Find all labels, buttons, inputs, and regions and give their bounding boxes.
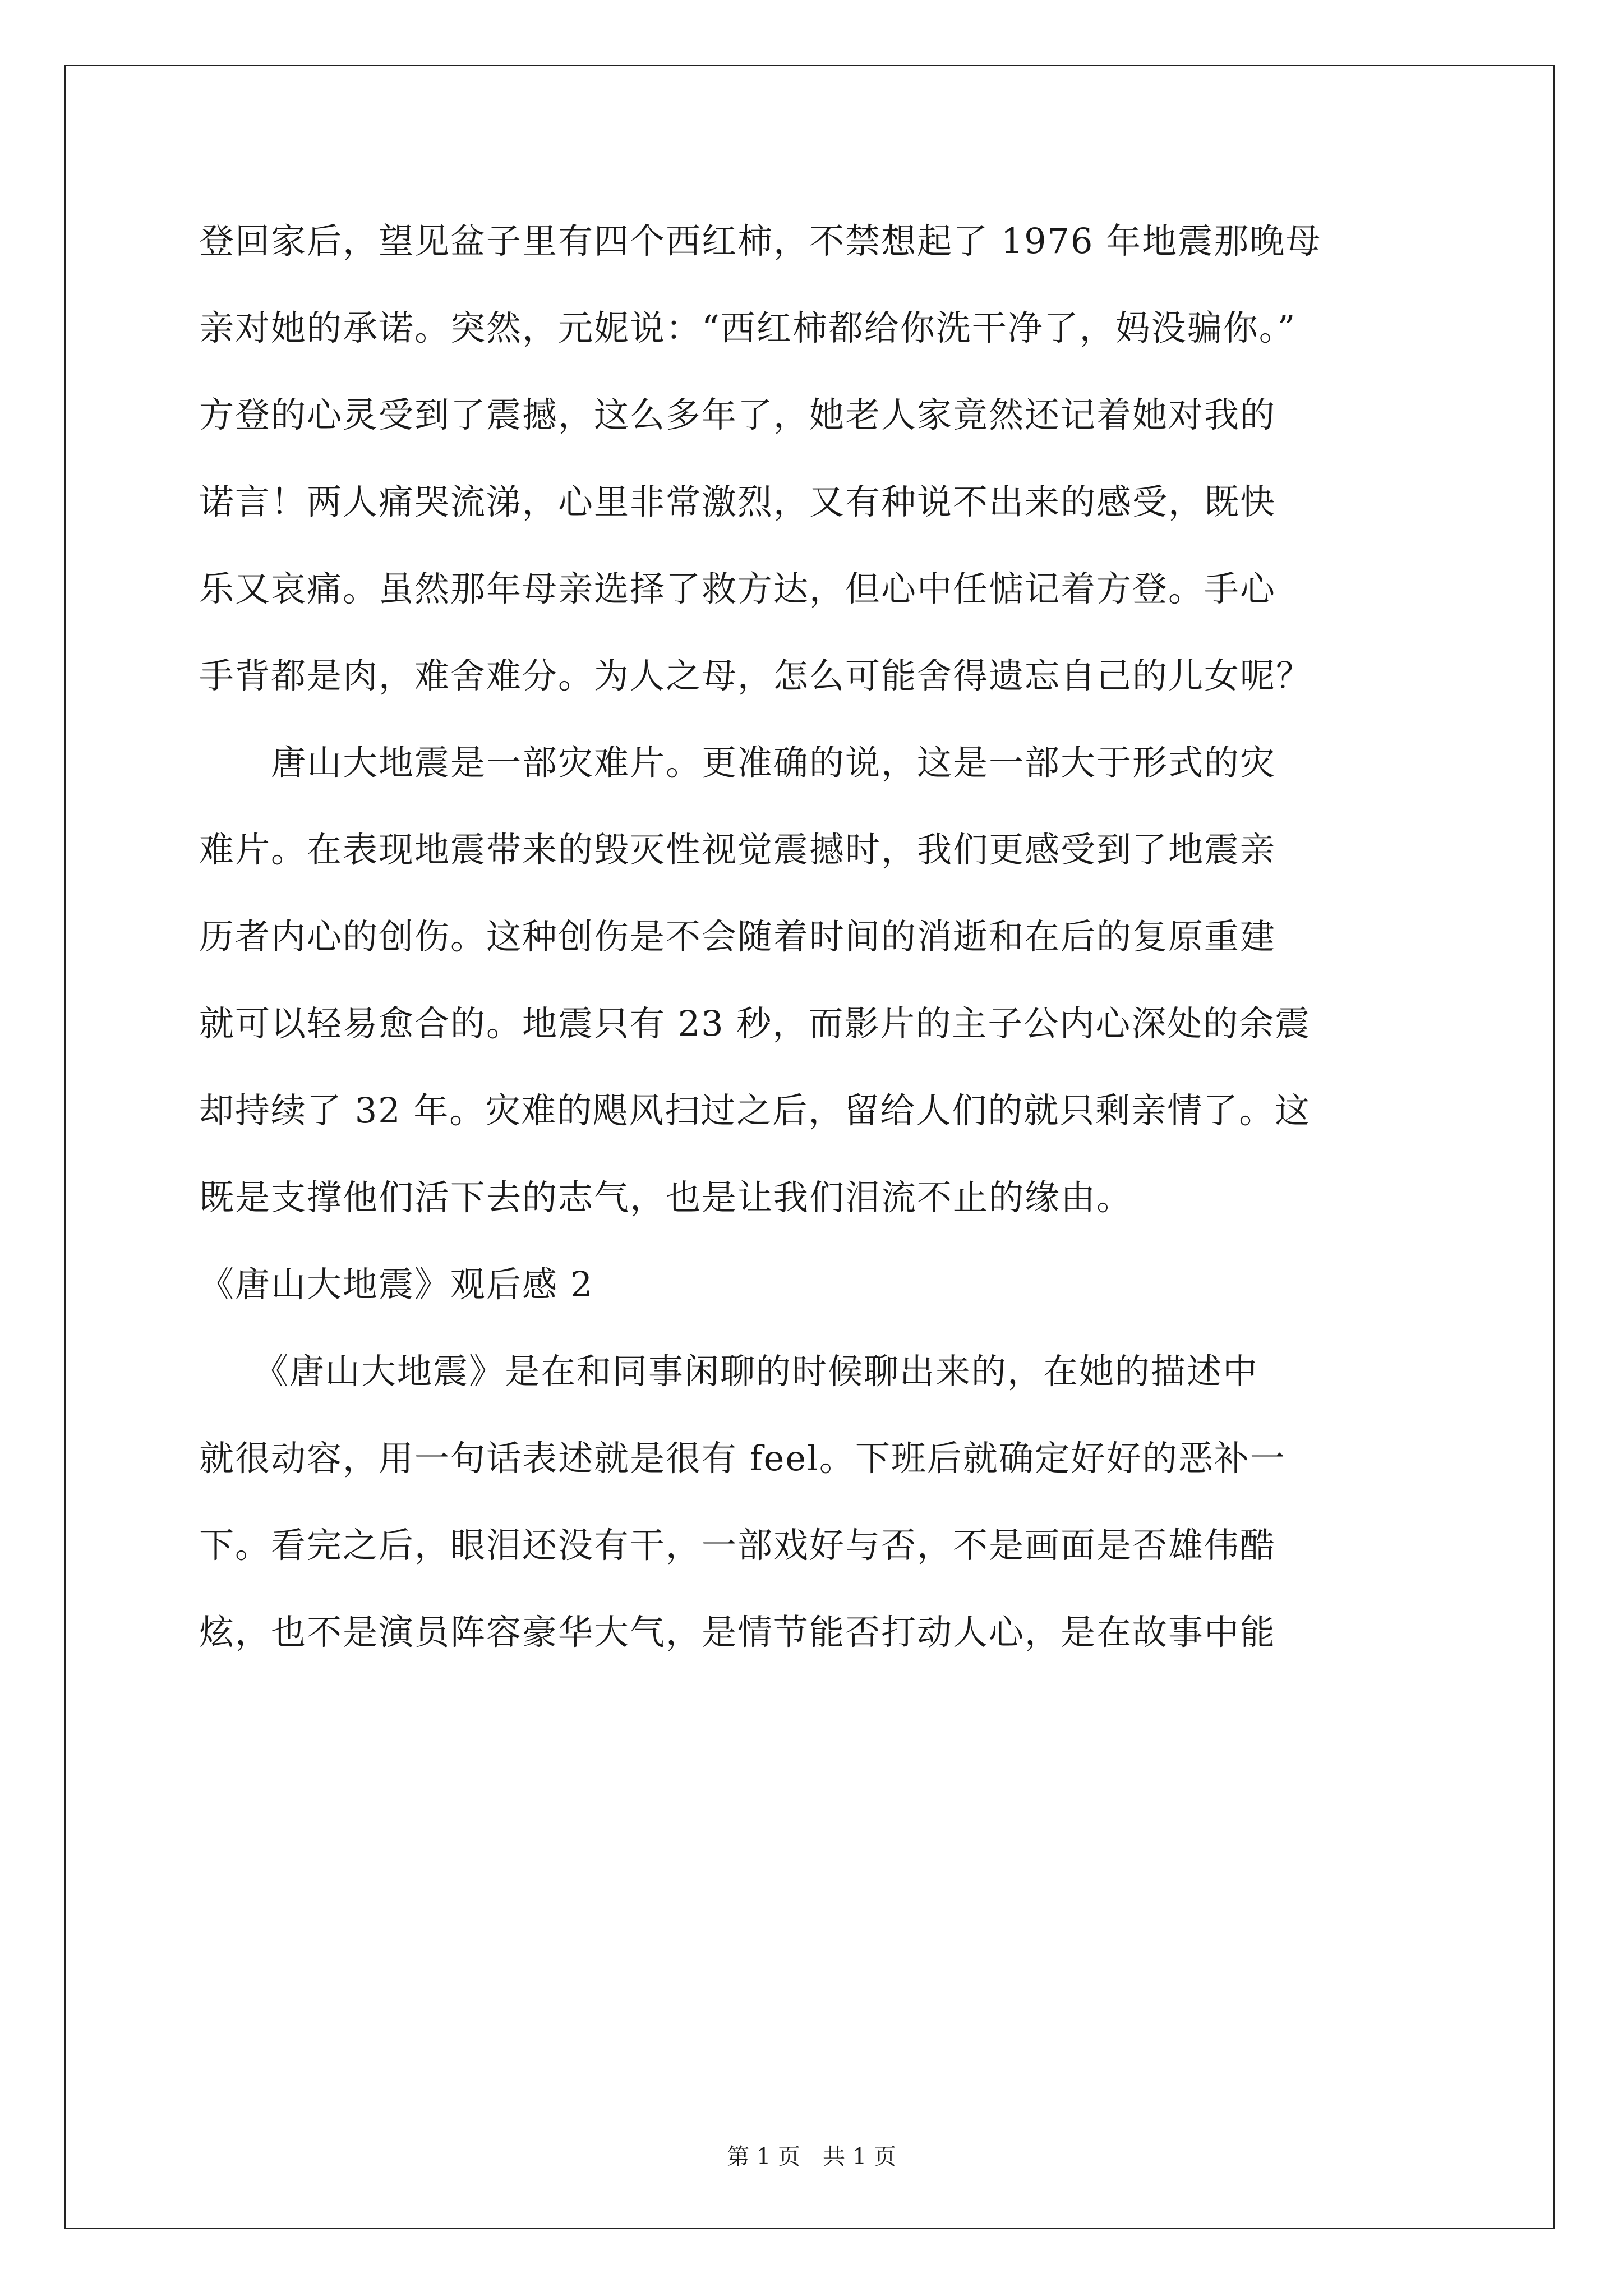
section-heading: 《唐山大地震》观后感 2: [199, 1264, 594, 1305]
text-line: 既是支撑他们活下去的志气，也是让我们泪流不止的缘由。: [199, 1177, 1133, 1218]
text-line: 乐又哀痛。虽然那年母亲选择了救方达，但心中任惦记着方登。手心: [199, 568, 1276, 609]
text-line: 就很动容，用一句话表述就是很有 feel。下班后就确定好好的恶补一: [199, 1438, 1286, 1479]
text-line: 亲对她的承诺。突然，元妮说：“西红柿都给你洗干净了，妈没骗你。”: [199, 307, 1297, 348]
text-line: 唐山大地震是一部灾难片。更准确的说，这是一部大于形式的灾: [199, 742, 1276, 783]
text-line: 手背都是肉，难舍难分。为人之母，怎么可能舍得遗忘自己的儿女呢？: [199, 655, 1312, 696]
text-line: 方登的心灵受到了震撼，这么多年了，她老人家竟然还记着她对我的: [199, 394, 1276, 435]
text-line: 难片。在表现地震带来的毁灭性视觉震撼时，我们更感受到了地震亲: [199, 829, 1276, 870]
page-number-footer: 第 1 页 共 1 页: [727, 2144, 896, 2170]
text-line: 登回家后，望见盆子里有四个西红柿，不禁想起了 1976 年地震那晚母: [199, 220, 1322, 261]
text-line: 炫，也不是演员阵容豪华大气，是情节能否打动人心，是在故事中能: [199, 1612, 1276, 1653]
text-line: 《唐山大地震》是在和同事闲聊的时候聊出来的，在她的描述中: [199, 1351, 1259, 1392]
text-line: 却持续了 32 年。灾难的飓风扫过之后，留给人们的就只剩亲情了。这: [199, 1090, 1311, 1131]
text-line: 就可以轻易愈合的。地震只有 23 秒，而影片的主子公内心深处的余震: [199, 1003, 1311, 1044]
text-line: 下。看完之后，眼泪还没有干，一部戏好与否，不是画面是否雄伟酷: [199, 1525, 1276, 1566]
text-line: 历者内心的创伤。这种创伤是不会随着时间的消逝和在后的复原重建: [199, 916, 1276, 957]
text-line: 诺言！两人痛哭流涕，心里非常激烈，又有种说不出来的感受，既快: [199, 481, 1276, 522]
